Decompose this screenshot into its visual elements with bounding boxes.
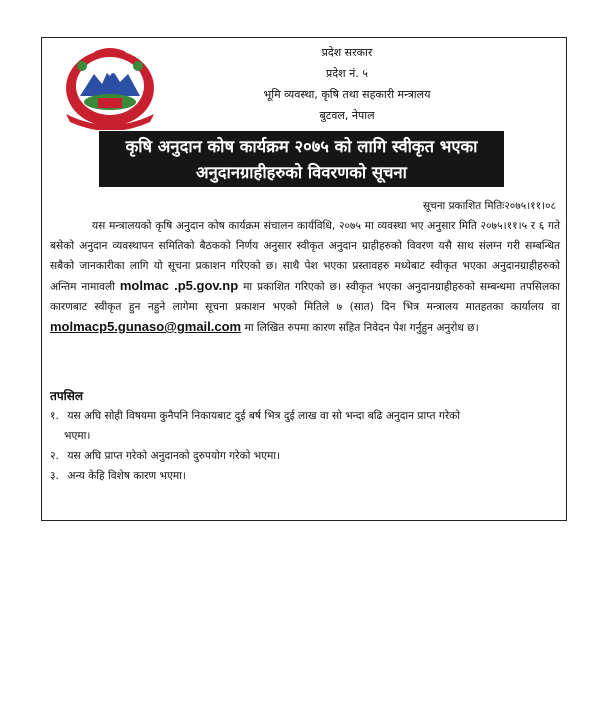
list-item-number: १. xyxy=(50,410,59,422)
schedule-heading: तपसिल xyxy=(50,389,84,403)
province-number: प्रदेश नं. ५ xyxy=(326,67,368,80)
list-item xyxy=(50,446,560,466)
ministry-name: भूमि व्यवस्था, कृषि तथा सहकारी मन्त्रालय xyxy=(263,88,431,101)
body-part-3: मा लिखित रुपमा कारण सहित निवेदन पेश गर्नुहुन अनुरोध छ। xyxy=(244,322,479,334)
list-item xyxy=(50,466,560,486)
body-part-1: यस मन्त्रालयको कृषि अनुदान कोष कार्यक्रम संचालन कार्यविधि, २०७५ मा व्यवस्था भए अनुसार मिति २०७५।११।५ र ६ गते बसेको अनुदान व्यवस्थापन समितिको बैठकको निर्णय अनुसार स्वीकृत अनुदान ग्राहीहरुको विवरण यसै साथ संलग्न गरी सम्बन्धित सबैको जानकारीका लागि यो सूचना प्रकाशन गरिएको छ। साथै पेश भएका प्रस्तावहरु मध्येबाट स्वीकृत भएका अनुदानग्राहीहरुको अन्तिम नामावली xyxy=(50,220,560,293)
notice-body xyxy=(50,216,560,338)
title-line-2: अनुदानग्राहीहरुको विवरणको सूचना xyxy=(196,163,407,182)
notice-title xyxy=(99,131,504,187)
website-link[interactable]: molmac .p5.gov.np xyxy=(119,278,239,293)
publication-date: सूचना प्रकाशित मितिः२०७५।११।०८ xyxy=(422,200,556,212)
list-item-text: अन्य केहि विशेष कारण भएमा। xyxy=(67,470,186,482)
email-link[interactable]: molmacp5.gunaso@gmail.com xyxy=(50,319,242,334)
ministry-location: बुटवल, नेपाल xyxy=(319,109,375,122)
nepal-emblem-icon xyxy=(54,44,166,130)
list-item-number: ३. xyxy=(50,470,59,482)
list-item-continuation: भएमा। xyxy=(64,430,91,442)
government-heading xyxy=(162,42,532,126)
body-part-2: मा प्रकाशित गरिएको छ। स्वीकृत भएका अनुदानग्राहीहरुको सम्बन्धमा तपसिलका कारणबाट स्वीकृत हुन नहुने लागेमा सूचना प्रकाशन भएको मितिले ७ (सात) दिन भित्र मन्त्रालय मातहतका कार्यालय वा xyxy=(50,281,561,313)
list-item-text: यस अघि प्राप्त गरेको अनुदानको दुरुपयोग गरेको भएमा। xyxy=(67,450,281,462)
list-item-number: २. xyxy=(50,450,59,462)
schedule-list xyxy=(50,406,560,486)
government-name: प्रदेश सरकार xyxy=(321,46,373,59)
title-line-1: कृषि अनुदान कोष कार्यक्रम २०७५ को लागि स्वीकृत भएका xyxy=(125,137,478,156)
notice-frame xyxy=(41,37,567,521)
list-item xyxy=(50,406,560,446)
list-item-text: यस अघि सोही विषयमा कुनैपनि निकायबाट दुई बर्ष भित्र दुई लाख वा सो भन्दा बढि अनुदान प्राप्त गरेको xyxy=(67,410,461,422)
